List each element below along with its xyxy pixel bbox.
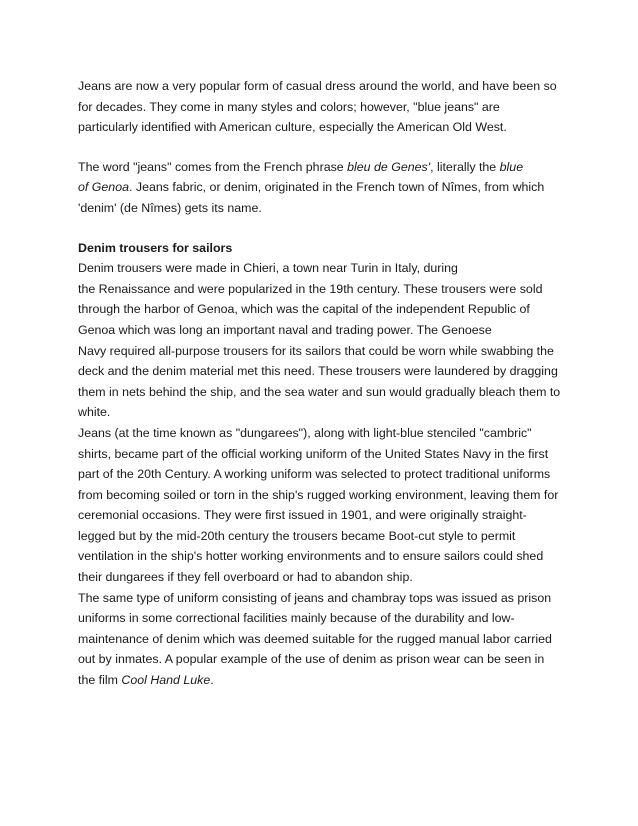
text-line: part of the 20th Century. A working uniform was selected to protect traditional uniforms xyxy=(78,467,551,482)
paragraph-etymology xyxy=(78,157,578,219)
text-line: particularly identified with American culture, especially the American Old West. xyxy=(78,120,507,135)
text-line: for decades. They come in many styles and colors; however, "blue jeans" are xyxy=(78,99,500,114)
text-line: ceremonial occasions. They were first issued in 1901, and were originally straight- xyxy=(78,508,527,523)
section-heading: Denim trousers for sailors xyxy=(78,240,233,255)
text-line: the Renaissance and were popularized in the 19th century. These trousers were sold xyxy=(78,281,543,296)
text-run: the film xyxy=(78,673,122,688)
text-line: 'denim' (de Nîmes) gets its name. xyxy=(78,200,262,215)
text-line xyxy=(78,670,578,691)
text-line: Jeans are now a very popular form of casual dress around the world, and have been so xyxy=(78,79,557,93)
text-line: The same type of uniform consisting of jeans and chambray tops was issued as prison xyxy=(78,590,552,605)
text-line: Jeans (at the time known as "dungarees"), along with light-blue stenciled "cambric" xyxy=(78,425,532,440)
paragraph-sailors xyxy=(78,258,578,423)
text-line: Genoa which was long an important naval and trading power. The Genoese xyxy=(78,322,492,337)
text-line: ventilation in the ship's hotter working environments and to ensure sailors could shed xyxy=(78,549,544,564)
text-line: legged but by the mid-20th century the trousers became Boot-cut style to permit xyxy=(78,528,516,543)
paragraph-spacer xyxy=(78,138,578,157)
paragraph-spacer xyxy=(78,219,578,238)
text-line: shirts, became part of the official working uniform of the United States Navy in the first xyxy=(78,446,549,461)
text-line: from becoming soiled or torn in the ship's rugged working environment, leaving them for xyxy=(78,487,559,502)
text-line: deck and the denim material met this need. These trousers were laundered by dragging xyxy=(78,364,558,379)
text-line xyxy=(78,157,578,178)
italic-phrase: blue xyxy=(499,159,524,174)
text-line: maintenance of denim which was deemed suitable for the rugged manual labor carried xyxy=(78,631,552,646)
text-line: their dungarees if they fell overboard or had to abandon ship. xyxy=(78,570,413,585)
text-line: white. xyxy=(78,405,111,420)
text-line: Denim trousers were made in Chieri, a town near Turin in Italy, during xyxy=(78,261,458,276)
text-line: out by inmates. A popular example of the use of denim as prison wear can be seen in xyxy=(78,652,545,667)
paragraph-prison xyxy=(78,588,578,691)
text-line: through the harbor of Genoa, which was the capital of the independent Republic of xyxy=(78,302,530,317)
paragraph-intro xyxy=(78,76,578,138)
text-run: The word "jeans" comes from the French phrase xyxy=(78,159,348,174)
text-run: . Jeans fabric, or denim, originated in the French town of Nîmes, from which xyxy=(128,180,545,195)
italic-phrase: of Genoa xyxy=(78,180,129,195)
film-title: Cool Hand Luke xyxy=(121,673,211,688)
text-line: uniforms in some correctional facilities mainly because of the durability and low- xyxy=(78,611,515,626)
italic-phrase: bleu de Genes' xyxy=(347,159,431,174)
text-run: , literally the xyxy=(430,159,500,174)
text-line xyxy=(78,177,578,198)
text-line: Navy required all-purpose trousers for its sailors that could be worn while swabbing the xyxy=(78,343,554,358)
document-body xyxy=(78,76,578,691)
text-run: . xyxy=(210,673,214,688)
paragraph-navy xyxy=(78,423,578,588)
text-line: them in nets behind the ship, and the sea water and sun would gradually bleach them to xyxy=(78,384,561,399)
